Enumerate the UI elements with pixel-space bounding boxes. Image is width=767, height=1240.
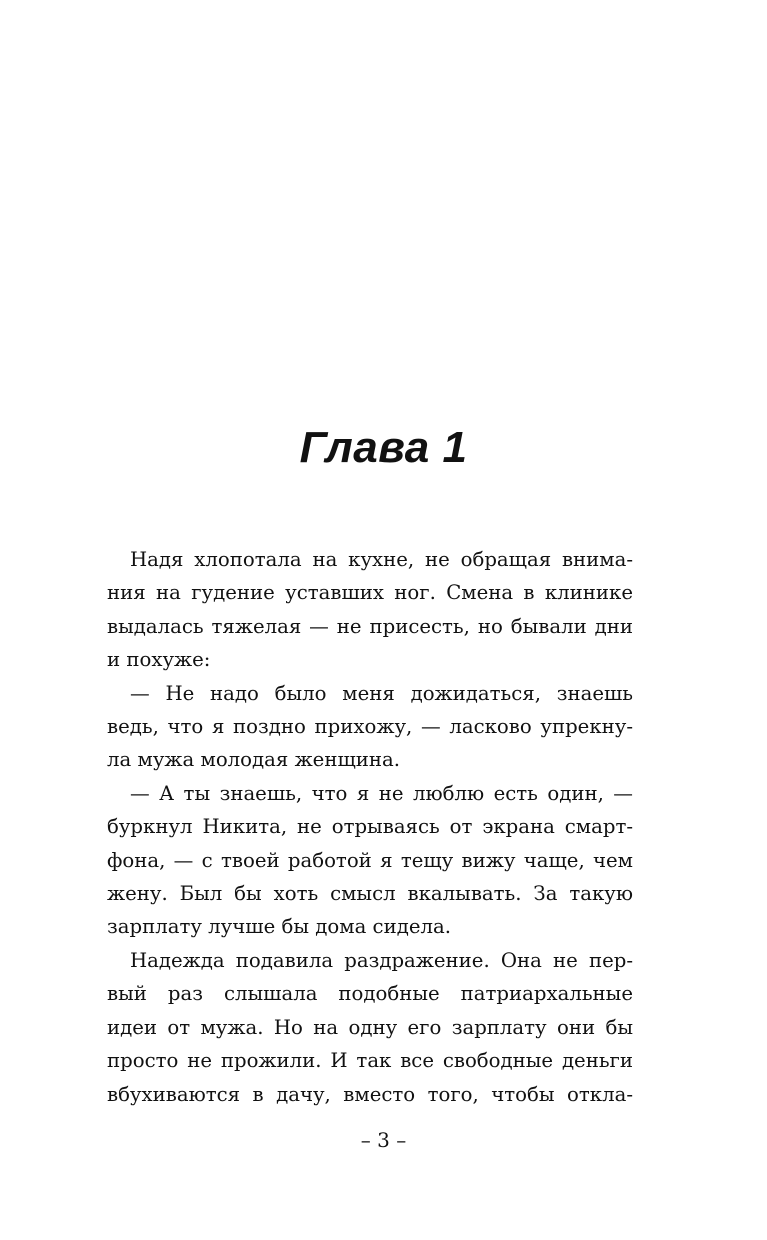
text-line: — Не надо было меня дожидаться, знаешь	[130, 681, 633, 705]
text-line: вбухиваются в дачу, вместо того, чтобы откла-	[107, 1082, 633, 1106]
text-line: выдалась тяжелая — не присесть, но бывали дни	[107, 614, 633, 638]
text-line: жену. Был бы хоть смысл вкалывать. За такую	[107, 882, 633, 906]
text-line: — А ты знаешь, что я не люблю есть один, —	[130, 781, 633, 805]
text-line: Надежда подавила раздражение. Она не пер-	[130, 948, 633, 972]
text-line: ла мужа молодая женщина.	[107, 748, 400, 772]
text-line: идеи от мужа. Но на одну его зарплату они бы	[107, 1015, 633, 1039]
text-line: буркнул Никита, не отрываясь от экрана смарт-	[107, 815, 633, 839]
text-line: ния на гудение уставших ног. Смена в клинике	[107, 581, 633, 605]
text-line: вый раз слышала подобные патриархальные	[107, 982, 633, 1006]
chapter-title: Глава 1	[299, 423, 468, 472]
text-line: и похуже:	[107, 648, 211, 672]
chapter-body	[107, 543, 633, 1111]
text-line: ведь, что я поздно прихожу, — ласково упрекну-	[107, 715, 633, 739]
text-line: Надя хлопотала на кухне, не обращая внима-	[130, 548, 633, 571]
text-line: фона, — с твоей работой я тещу вижу чаще, чем	[107, 848, 633, 872]
page-number: – 3 –	[360, 1128, 407, 1152]
text-line: зарплату лучше бы дома сидела.	[107, 915, 451, 939]
text-line: просто не прожили. И так все свободные деньги	[107, 1049, 633, 1073]
